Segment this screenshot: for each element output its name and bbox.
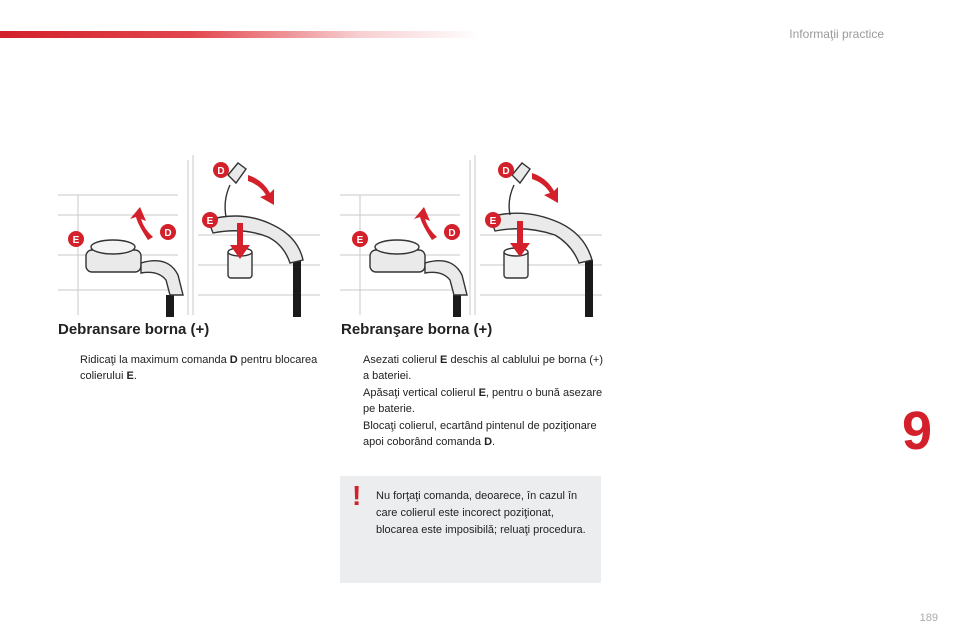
reconnect-illustration — [340, 155, 602, 317]
list-item: Apăsaţi vertical colierul E, pentru o bună asezare pe baterie. — [363, 387, 603, 415]
callout-e-mid-right — [485, 212, 501, 228]
warning-text: Nu forţaţi comanda, deoarece, în cazul în care colierul este incorect poziţionat, blocarea este imposibilă; reluaţi procedura. — [376, 490, 586, 536]
callout-d-left — [160, 224, 176, 240]
callout-d-right — [444, 224, 460, 240]
svg-text:D: D — [217, 166, 225, 177]
svg-text:D: D — [448, 228, 456, 239]
list-item: Blocaţi colierul, ecartând pintenul de poziţionare apoi coborând comanda D. — [363, 420, 597, 448]
svg-text:E: E — [206, 216, 214, 227]
reconnect-section — [341, 321, 606, 451]
list-item: Asezati colierul E deschis al cablului pe borna (+) a bateriei. — [363, 354, 604, 382]
section-title: Informaţii practice — [789, 27, 884, 41]
callout-e-mid — [202, 212, 218, 228]
reconnect-steps — [341, 352, 606, 450]
svg-text:E: E — [72, 235, 80, 246]
disconnect-steps — [58, 352, 323, 384]
callout-e-left — [68, 231, 84, 247]
callout-d-top — [213, 162, 229, 178]
callout-d-top-right — [498, 162, 514, 178]
list-item: Ridicaţi la maximum comanda D pentru blocarea colierului E. — [80, 354, 318, 382]
page-number: 189 — [919, 612, 938, 624]
warning-box — [340, 476, 601, 583]
disconnect-illustration — [58, 155, 320, 317]
svg-text:D: D — [164, 228, 172, 239]
chapter-number: 9 — [902, 401, 933, 461]
exclamation-icon: ! — [352, 480, 362, 511]
disconnect-heading: Debransare borna (+) — [58, 321, 210, 338]
svg-text:E: E — [489, 216, 497, 227]
svg-text:E: E — [356, 235, 364, 246]
disconnect-section — [58, 321, 323, 385]
reconnect-heading: Rebranşare borna (+) — [341, 321, 493, 338]
svg-text:D: D — [502, 166, 510, 177]
header-accent-bar — [0, 31, 480, 38]
callout-e-right — [352, 231, 368, 247]
